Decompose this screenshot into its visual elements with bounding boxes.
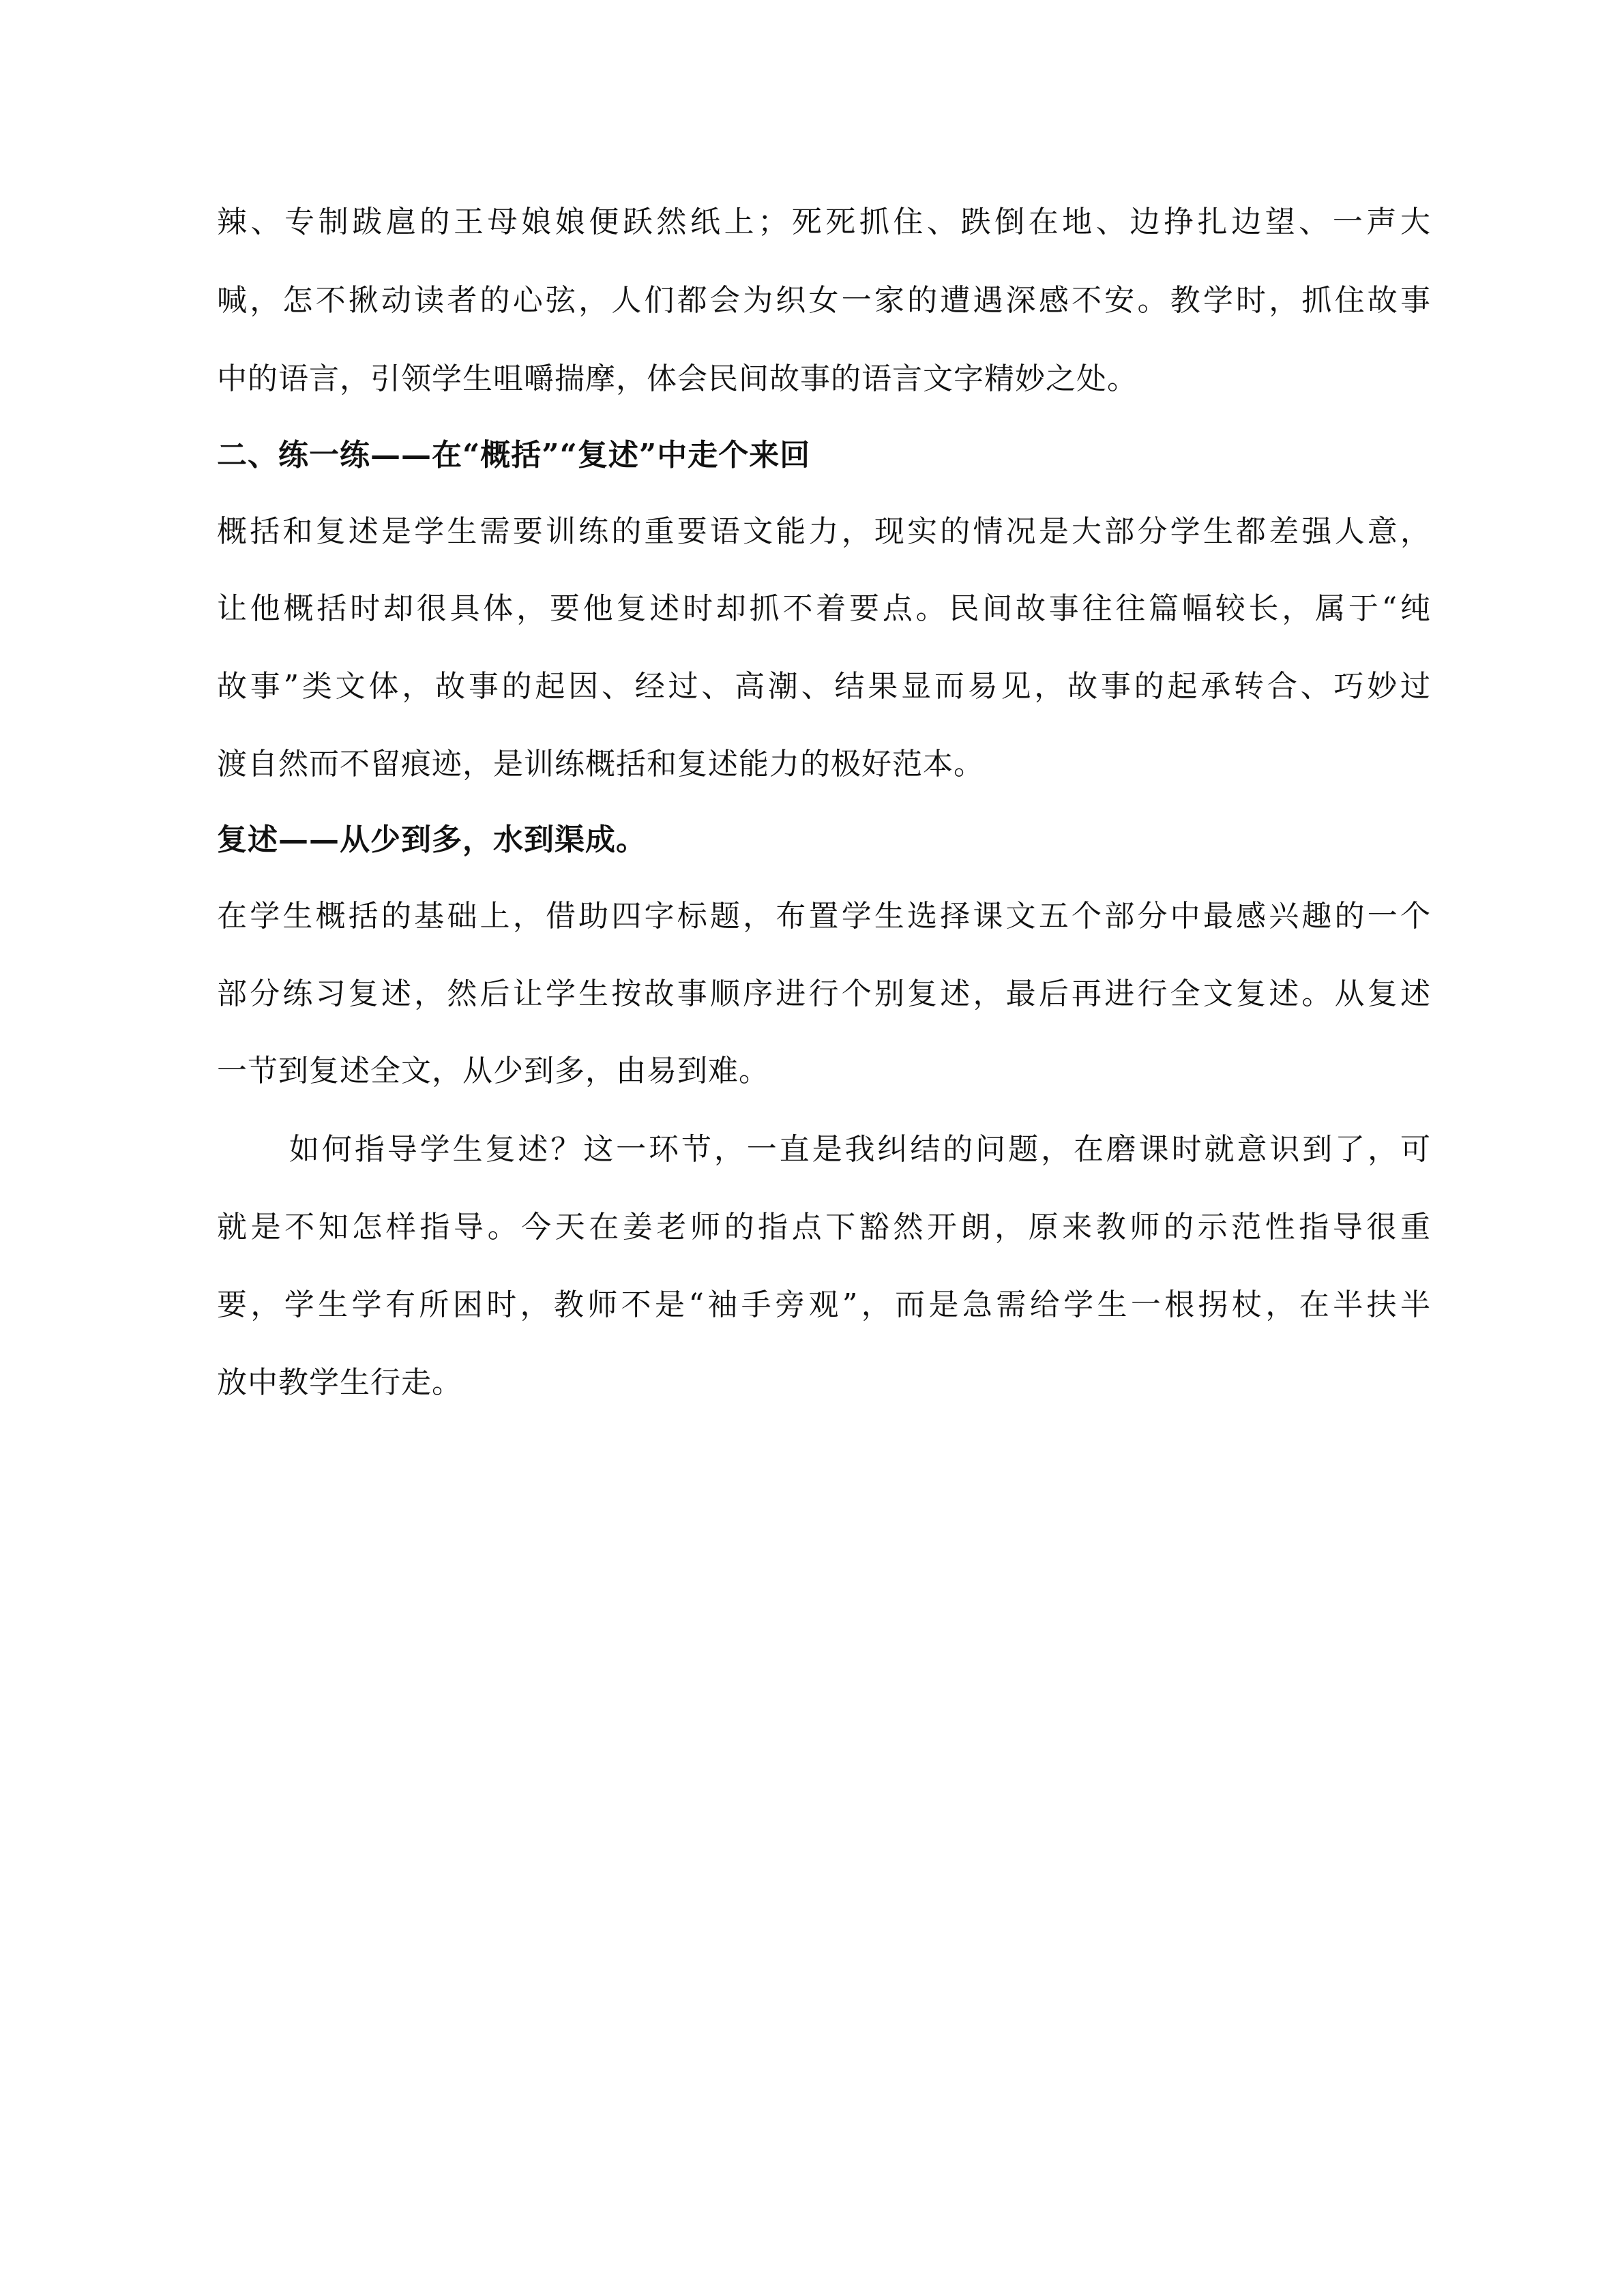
body-line: 放中教学生行走。	[217, 1365, 462, 1400]
body-line: 辣、专制跋扈的王母娘娘便跃然纸上；死死抓住、跌倒在地、边挣扎边望、一声大	[217, 205, 1431, 239]
paragraph-first-line: 如何指导学生复述？这一环节，一直是我纠结的问题，在磨课时就意识到了，可	[289, 1132, 1431, 1167]
body-line: 部分练习复述，然后让学生按故事顺序进行个别复述，最后再进行全文复述。从复述	[217, 976, 1431, 1011]
section-heading: 二、练一练——在“概括”“复述”中走个来回	[217, 438, 811, 473]
body-line: 就是不知怎样指导。今天在姜老师的指点下豁然开朗，原来教师的示范性指导很重	[217, 1210, 1431, 1244]
body-line: 在学生概括的基础上，借助四字标题，布置学生选择课文五个部分中最感兴趣的一个	[217, 899, 1431, 934]
body-line: 要，学生学有所困时，教师不是“袖手旁观”，而是急需给学生一根拐杖，在半扶半	[217, 1287, 1431, 1322]
body-line: 一节到复述全文，从少到多，由易到难。	[217, 1054, 769, 1088]
body-line: 渡自然而不留痕迹，是训练概括和复述能力的极好范本。	[217, 747, 984, 781]
body-line: 喊，怎不揪动读者的心弦，人们都会为织女一家的遭遇深感不安。教学时，抓住故事	[217, 283, 1431, 318]
body-line: 中的语言，引领学生咀嚼揣摩，体会民间故事的语言文字精妙之处。	[217, 361, 1138, 396]
body-line: 让他概括时却很具体，要他复述时却抓不着要点。民间故事往往篇幅较长，属于“纯	[217, 591, 1431, 626]
subsection-heading: 复述——从少到多，水到渠成。	[217, 822, 647, 857]
body-line: 故事”类文体，故事的起因、经过、高潮、结果显而易见，故事的起承转合、巧妙过	[217, 669, 1431, 704]
body-line: 概括和复述是学生需要训练的重要语文能力，现实的情况是大部分学生都差强人意，	[217, 514, 1431, 549]
